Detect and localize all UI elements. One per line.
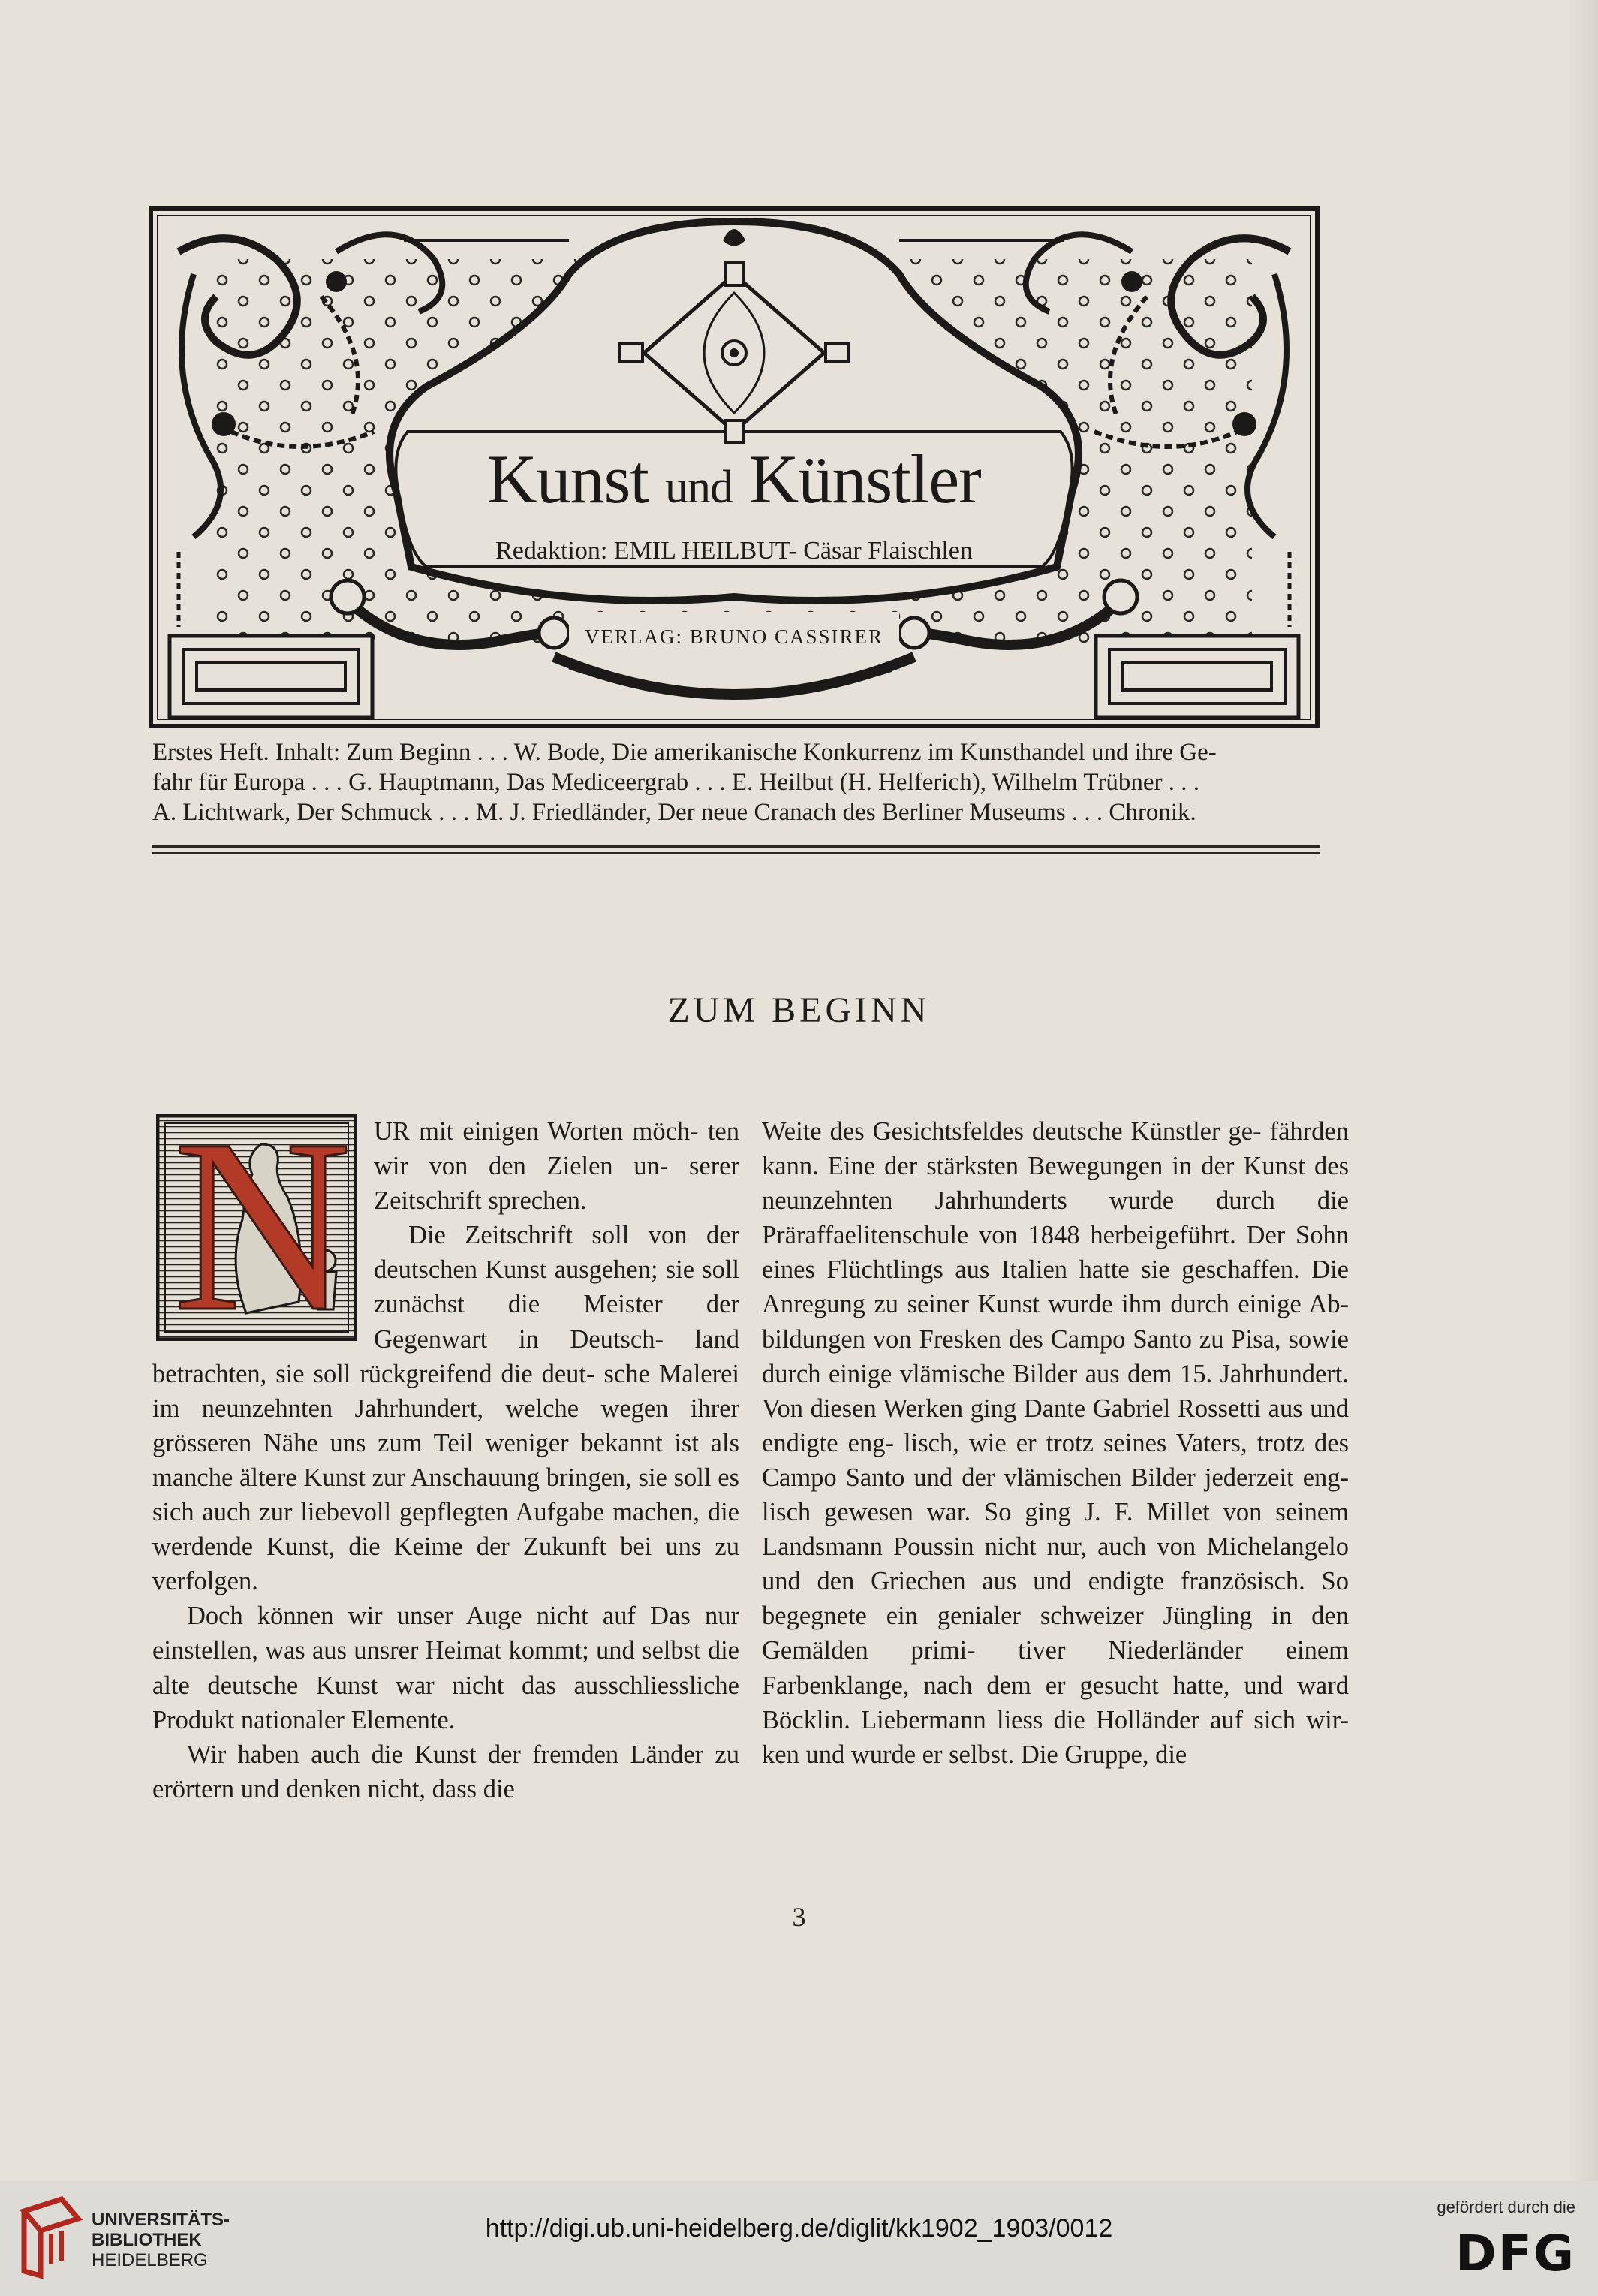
contents-line: A. Lichtwark, Der Schmuck . . . M. J. Friedländer, Der neue Cranach des Berliner Museums . . . Chronik.: [152, 799, 1196, 826]
drop-cap-letter: N: [173, 1089, 352, 1363]
paragraph: Doch können wir unser Auge nicht auf Das nur einstellen, was aus unsrer Heimat kommt; und selbst die alte deutsche Kunst war nicht das ausschliessliche Produkt nationaler Elemente.: [152, 1601, 739, 1734]
paragraph: UR mit einigen Worten möch- ten wir von den Zielen un- serer Zeitschrift sprechen.: [374, 1117, 739, 1216]
contents-line: Erstes Heft. Inhalt: Zum Beginn . . . W. Bode, Die amerikanische Konkurrenz im Kunsthandel und ihre Ge-: [152, 739, 1217, 766]
university-library-name: UNIVERSITÄTS- BIBLIOTHEK HEIDELBERG: [92, 2210, 230, 2270]
masthead-publisher: VERLAG: BRUNO CASSIRER: [584, 625, 884, 648]
page-number: 3: [792, 1902, 806, 1932]
drop-cap-illustration: [156, 1089, 357, 1363]
article-heading: ZUM BEGINN: [667, 990, 931, 1030]
paragraph: Weite des Gesichtsfeldes deutsche Künstler ge- fährden kann. Eine der stärksten Bewegungen in der Kunst des neunzehnten Jahrhunderts wurde durch die Präraffaelitenschule von 1848 herbeigeführt. Der Sohn eines Flüchtlings aus Italien hatte sie geschaffen. Die Anregung zu seiner Kunst wurde ihm durch einige Ab- bildungen von Fresken des Campo Santo zu Pisa, sowie durch einige vlämische Bilder aus dem 15. Jahrhundert. Von diesen Werken ging Dante Gabriel Rossetti aus und endigte eng- lisch, wie er trotz seines Vaters, trotz des Campo Santo und der vlämischen Bilder jederzeit eng- lisch gewesen war. So ging J. F. Millet von seinem Landsmann Poussin nicht nur, auch von Michelangelo und den Griechen aus und endigte französisch. So begegnete ein genialer schweizer Jüngling in den Gemälden primi- tiver Niederländer einem Farbenklange, nach dem er gesucht hatte, und ward Böcklin. Liebermann liess die Holländer auf sich wir- ken und wurde er selbst. Die Gruppe, die: [762, 1117, 1349, 1769]
right-column: [762, 1114, 1349, 1772]
masthead-editors: Redaktion: EMIL HEILBUT- Cäsar Flaischlen: [495, 537, 973, 565]
contents-rule-top: [152, 845, 1320, 848]
paragraph: Wir haben auch die Kunst der fremden Länder zu erörtern und denken nicht, dass die: [152, 1740, 739, 1803]
contents-line: fahr für Europa . . . G. Hauptmann, Das Mediceergrab . . . E. Heilbut (H. Helferich), Wilhelm Trübner . . .: [152, 769, 1200, 796]
masthead-title: [149, 439, 1320, 519]
dfg-logo: DFG: [1455, 2225, 1575, 2282]
permalink-url[interactable]: http://digi.ub.uni-heidelberg.de/diglit/kk1902_1903/0012: [485, 2214, 1113, 2243]
masthead-ornament: [149, 206, 1320, 728]
title-und: und: [664, 462, 733, 513]
title-kuenstler: Künstler: [748, 441, 981, 517]
paragraph: Die Zeitschrift soll von der deutschen Kunst ausgehen; sie soll zunächst die Meister der Gegenwart in Deutsch- land betrachten, sie soll rückgreifend die deut- sche Malerei im neunzehnten Jahrhundert, welche wegen ihrer grösseren Nähe uns zum Teil weniger bekannt ist als manche ältere Kunst zur Anschauung bringen, sie soll es sich auch zur liebevoll gepflegten Aufgabe machen, die werdende Kunst, die Keime der Zukunft bei uns zu verfolgen.: [152, 1221, 739, 1596]
funded-by-label: gefördert durch die: [1437, 2198, 1575, 2216]
left-column: [152, 1089, 739, 1806]
digitization-footer: [0, 2181, 1598, 2296]
contents-rule-bottom: [152, 852, 1320, 854]
title-kunst: Kunst: [487, 441, 649, 517]
issue-contents: [152, 737, 1320, 827]
